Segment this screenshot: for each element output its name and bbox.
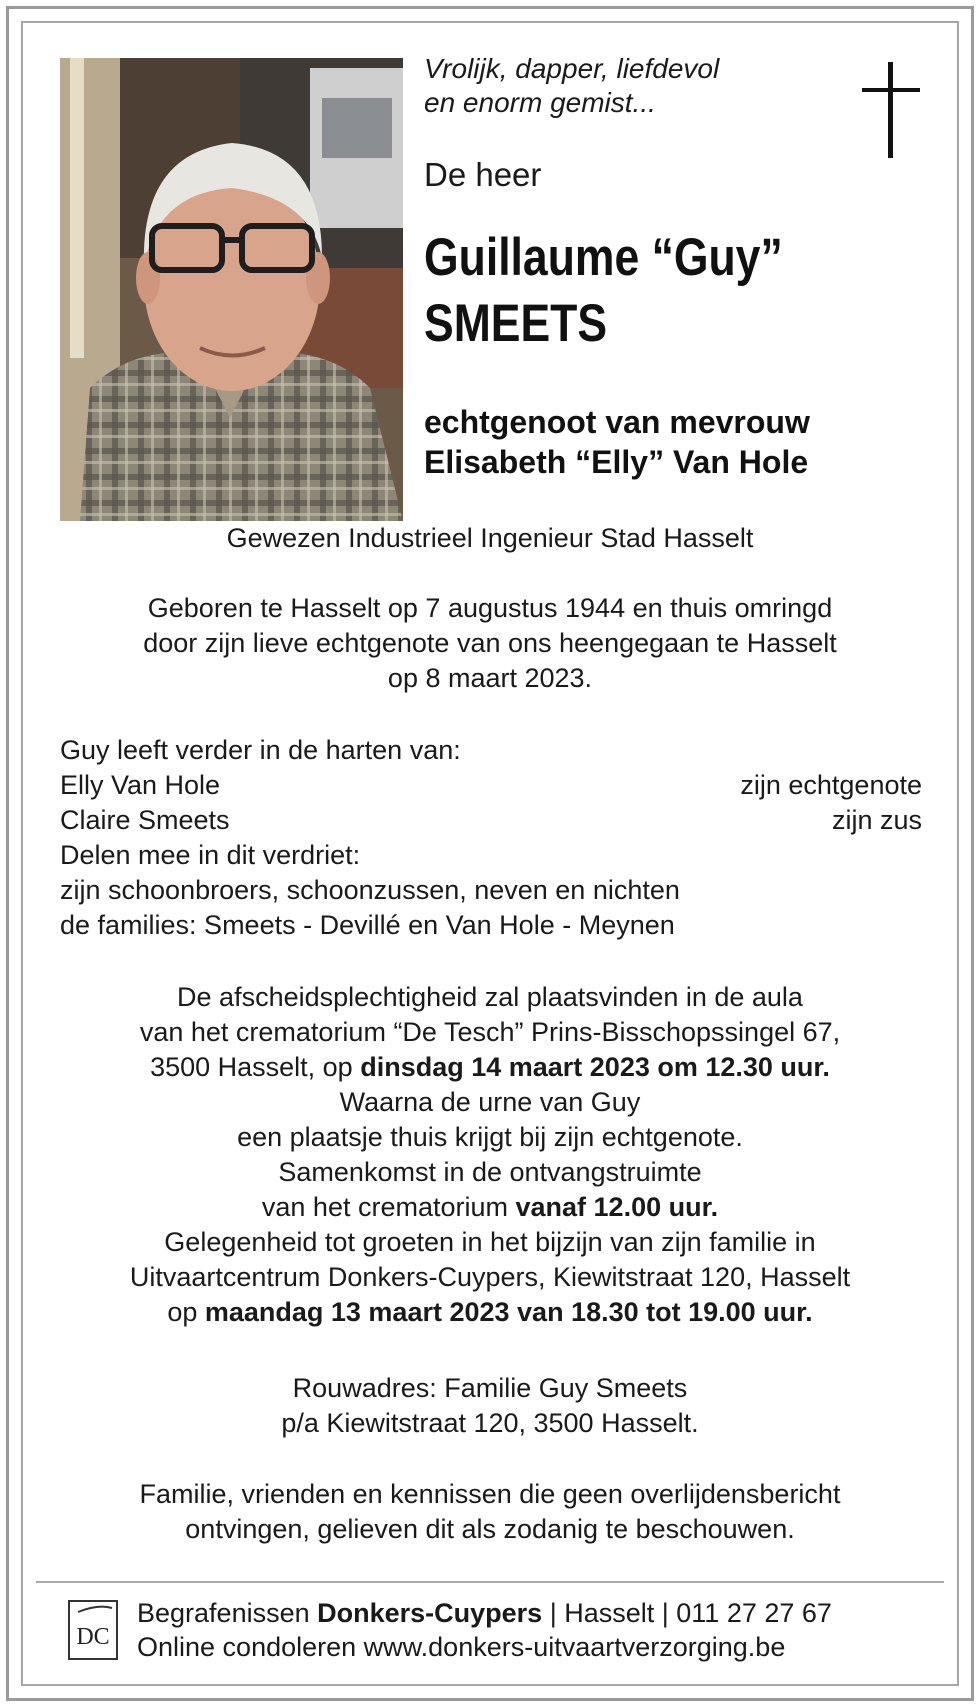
motto-line: en enorm gemist... [424, 87, 656, 118]
ceremony-line: Waarna de urne van Guy [339, 1087, 641, 1117]
birth-line: op 8 maart 2023. [387, 663, 593, 693]
profession [40, 521, 940, 556]
motto [424, 52, 719, 120]
notice-line: Familie, vrienden en kennissen die geen overlijdensbericht [139, 1479, 841, 1509]
first-name: Guillaume “Guy” [424, 228, 783, 287]
relatives-section [60, 733, 922, 943]
footer [137, 1596, 832, 1664]
share-intro: Delen mee in dit verdriet: [60, 840, 361, 870]
svg-text:DC: DC [76, 1624, 110, 1650]
share-line: de families: Smeets - Devillé en Van Hole - Meynen [60, 910, 675, 940]
address-line: Rouwadres: Familie Guy Smeets [292, 1373, 688, 1403]
spouse-line: echtgenoot van mevrouw [424, 404, 810, 440]
relatives-intro: Guy leeft verder in de harten van: [60, 735, 461, 765]
cross-icon [862, 62, 920, 158]
birth-death-text [40, 591, 940, 696]
relative-relation: zijn echtgenote [740, 770, 922, 800]
profession-text: Gewezen Industrieel Ingenieur Stad Hasselt [226, 523, 754, 553]
relative-relation: zijn zus [831, 805, 922, 835]
ceremony-section [40, 980, 940, 1330]
mourning-address [40, 1371, 940, 1441]
deceased-name [424, 225, 783, 357]
relative-row [60, 803, 922, 838]
portrait-photo [60, 58, 403, 521]
birth-line: door zijn lieve echtgenote van ons heengegaan te Hasselt [143, 628, 837, 658]
ceremony-line: een plaatsje thuis krijgt bij zijn echtgenote. [237, 1122, 743, 1152]
ceremony-line: op maandag 13 maart 2023 van 18.30 tot 19.00 uur. [167, 1297, 813, 1327]
footer-website[interactable]: Online condoleren www.donkers-uitvaartverzorging.be [137, 1632, 786, 1662]
footer-divider [36, 1581, 944, 1583]
funeral-home-logo [68, 1600, 118, 1660]
relative-name: Claire Smeets [60, 805, 230, 835]
address-line: p/a Kiewitstraat 120, 3500 Hasselt. [281, 1408, 699, 1438]
notice [40, 1477, 940, 1547]
honorific: De heer [424, 156, 542, 193]
motto-line: Vrolijk, dapper, liefdevol [424, 53, 720, 84]
relative-row [60, 768, 922, 803]
share-line: zijn schoonbroers, schoonzussen, neven en nichten [60, 875, 680, 905]
ceremony-line: van het crematorium vanaf 12.00 uur. [261, 1192, 719, 1222]
ceremony-line: van het crematorium “De Tesch” Prins-Bisschopssingel 67, [139, 1017, 841, 1047]
ceremony-line: Uitvaartcentrum Donkers-Cuypers, Kiewitstraat 120, Hasselt [129, 1262, 851, 1292]
ceremony-line: Samenkomst in de ontvangstruimte [278, 1157, 702, 1187]
ceremony-line: 3500 Hasselt, op dinsdag 14 maart 2023 om 12.30 uur. [150, 1052, 830, 1082]
relative-name: Elly Van Hole [60, 770, 221, 800]
last-name: SMEETS [424, 294, 608, 353]
footer-line-1: Begrafenissen Donkers-Cuypers | Hasselt | 011 27 27 67 [137, 1598, 832, 1628]
ceremony-line: De afscheidsplechtigheid zal plaatsvinden in de aula [177, 982, 803, 1012]
spouse-line: Elisabeth “Elly” Van Hole [424, 444, 809, 480]
birth-line: Geboren te Hasselt op 7 augustus 1944 en thuis omringd [147, 593, 833, 623]
spouse-info [424, 402, 810, 482]
ceremony-line: Gelegenheid tot groeten in het bijzijn van zijn familie in [164, 1227, 816, 1257]
notice-line: ontvingen, gelieven dit als zodanig te beschouwen. [185, 1514, 795, 1544]
